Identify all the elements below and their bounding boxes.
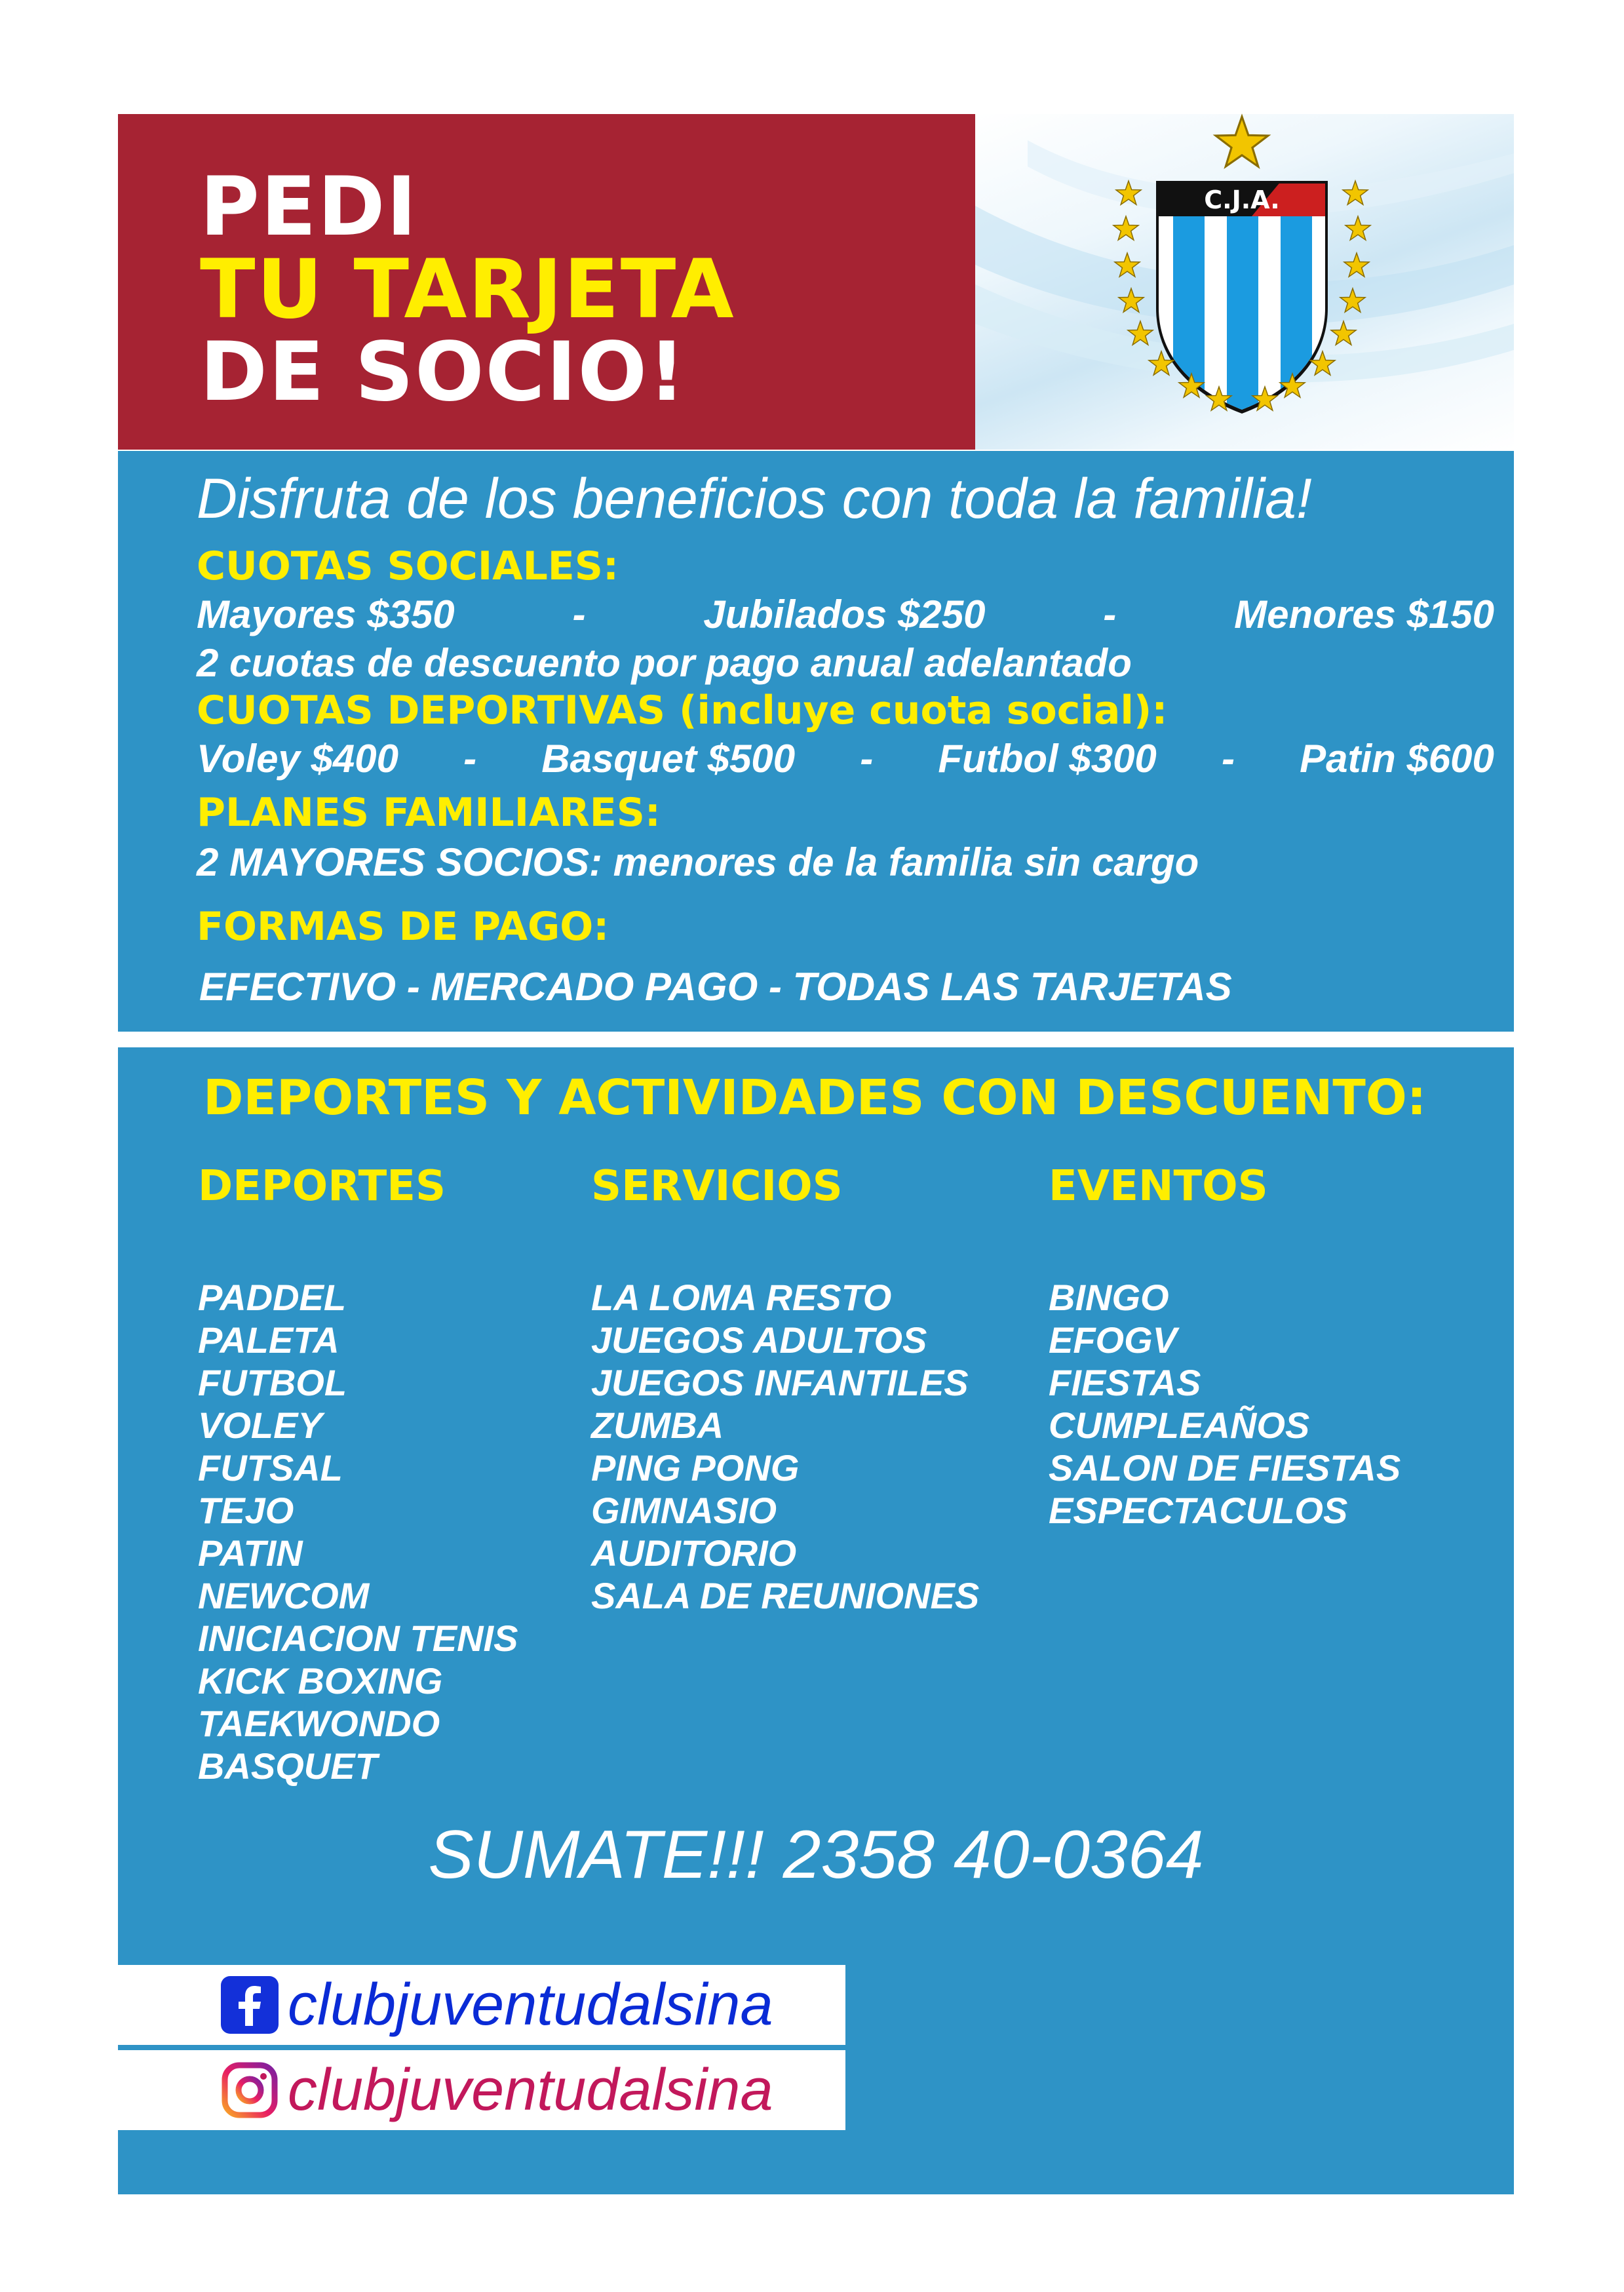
list-item: ZUMBA — [591, 1405, 724, 1446]
price-mayores: Mayores $350 — [197, 592, 455, 636]
deportes-list — [198, 1276, 518, 1787]
eventos-column — [1049, 1162, 1401, 1532]
tagline: Disfruta de los beneficios con toda la familia! — [197, 467, 1312, 530]
club-crest-logo — [1088, 111, 1396, 439]
instagram-handle[interactable]: clubjuventudalsina — [288, 2057, 773, 2123]
title-line-3: DE SOCIO! — [200, 325, 687, 419]
facebook-handle[interactable]: clubjuventudalsina — [288, 1972, 773, 2038]
list-item: FUTSAL — [198, 1447, 343, 1488]
list-item: BINGO — [1049, 1277, 1169, 1318]
price-voley: Voley $400 — [197, 737, 398, 781]
price-patin: Patin $600 — [1300, 737, 1494, 781]
list-item: JUEGOS ADULTOS — [591, 1319, 927, 1361]
list-item: SALON DE FIESTAS — [1049, 1447, 1401, 1488]
list-item: TEJO — [198, 1490, 294, 1531]
cuotas-sociales-heading: CUOTAS SOCIALES: — [197, 543, 619, 589]
list-item: PING PONG — [591, 1447, 800, 1488]
list-item: EFOGV — [1049, 1319, 1178, 1361]
list-item: FUTBOL — [198, 1362, 347, 1403]
price-jubilados: Jubilados $250 — [703, 592, 986, 636]
price-separator: - — [1221, 737, 1235, 781]
shield-icon — [1153, 177, 1337, 426]
list-item: VOLEY — [198, 1405, 322, 1446]
price-futbol: Futbol $300 — [938, 737, 1157, 781]
list-item: GIMNASIO — [591, 1490, 777, 1531]
servicios-list — [591, 1276, 979, 1617]
header-title-block — [118, 114, 975, 450]
list-item: AUDITORIO — [591, 1532, 797, 1574]
crest-label: C.J.A. — [1204, 185, 1280, 214]
price-separator: - — [463, 737, 477, 781]
servicios-column — [591, 1162, 980, 1617]
cuotas-deportivas-heading: CUOTAS DEPORTIVAS (incluye cuota social): — [197, 688, 1168, 733]
list-item: PADDEL — [198, 1277, 347, 1318]
price-basquet: Basquet $500 — [541, 737, 796, 781]
list-item: NEWCOM — [198, 1575, 370, 1616]
list-item: JUEGOS INFANTILES — [591, 1362, 969, 1403]
deportes-column — [198, 1162, 518, 1787]
list-item: KICK BOXING — [198, 1660, 443, 1701]
cuotas-sociales-prices — [197, 592, 1494, 636]
price-separator: - — [1103, 592, 1117, 636]
call-to-action-phone[interactable]: SUMATE!!! 2358 40-0364 — [428, 1817, 1204, 1893]
price-separator: - — [572, 592, 586, 636]
list-item: TAEKWONDO — [198, 1703, 440, 1744]
top-star-icon — [1216, 117, 1268, 166]
planes-familiares-heading: PLANES FAMILIARES: — [197, 790, 661, 836]
title-line-2: TU TARJETA — [200, 243, 735, 337]
list-item: BASQUET — [198, 1745, 377, 1787]
activities-heading: DEPORTES Y ACTIVIDADES CON DESCUENTO: — [203, 1070, 1427, 1126]
discount-note: 2 cuotas de descuento por pago anual adelantado — [197, 641, 1132, 685]
title-line-1: PEDI — [200, 160, 418, 254]
list-item: CUMPLEAÑOS — [1049, 1405, 1310, 1446]
eventos-heading: EVENTOS — [1049, 1162, 1268, 1211]
list-item: LA LOMA RESTO — [591, 1277, 892, 1318]
price-menores: Menores $150 — [1234, 592, 1494, 636]
list-item: ESPECTACULOS — [1049, 1490, 1348, 1531]
cuotas-deportivas-prices — [197, 739, 1494, 779]
eventos-list — [1049, 1276, 1401, 1532]
membership-info-panel — [118, 451, 1514, 1032]
deportes-heading: DEPORTES — [198, 1162, 446, 1211]
price-separator: - — [860, 737, 874, 781]
planes-familiares-text: 2 MAYORES SOCIOS: menores de la familia sin cargo — [197, 840, 1199, 884]
activities-panel — [118, 1047, 1514, 2194]
instagram-icon — [220, 2060, 280, 2120]
list-item: PALETA — [198, 1319, 339, 1361]
formas-de-pago-text: EFECTIVO - MERCADO PAGO - TODAS LAS TARJETAS — [199, 965, 1232, 1009]
list-item: SALA DE REUNIONES — [591, 1575, 980, 1616]
servicios-heading: SERVICIOS — [591, 1162, 843, 1211]
list-item: FIESTAS — [1049, 1362, 1201, 1403]
facebook-link[interactable] — [118, 1965, 845, 2045]
formas-de-pago-heading: FORMAS DE PAGO: — [197, 904, 609, 950]
instagram-link[interactable] — [118, 2050, 845, 2130]
facebook-icon — [220, 1975, 280, 2035]
list-item: INICIACION TENIS — [198, 1618, 518, 1659]
list-item: PATIN — [198, 1532, 303, 1574]
